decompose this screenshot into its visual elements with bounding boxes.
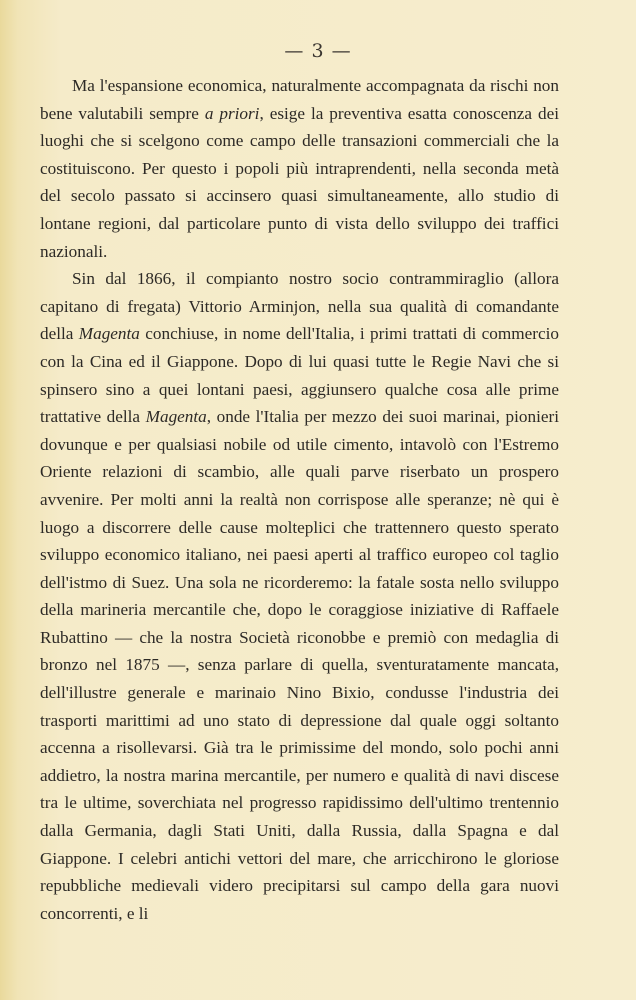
paragraph-2-text-a: Sin dal 1866, il compianto nostro socio contrammiraglio (allora capitano di fregata) Vittorio Arminjon, nella sua qualità di comandante della xyxy=(40,269,559,344)
paragraph-1-text-b: , esige la preventiva esatta conoscenza dei luoghi che si scelgono come campo delle transazioni commerciali che la costituiscono. Per questo i popoli più intraprendenti, nella seconda metà del secolo passato si accinsero quasi simultaneamente, allo studio di lontane regioni, dal particolare punto di vista dello sviluppo dei traffici nazionali. xyxy=(40,103,559,261)
italic-magenta-1: Magenta xyxy=(78,324,140,344)
body-text xyxy=(40,72,559,927)
paragraph-2 xyxy=(40,265,559,927)
page-number: — 3 — xyxy=(284,40,352,62)
paragraph-2-text-c: , onde l'Italia per mezzo dei suoi marinai, pionieri dovunque e per qualsiasi nobile od utile cimento, intavolò con l'Estremo Oriente relazioni di scambio, alle quali parve riserbato un prospero avvenire. Per molti anni la realtà non corrispose alle speranze; nè qui è luogo a discorrere delle cause molteplici che trattennero questo sperato sviluppo economico italiano, nei paesi aperti al traffico europeo col taglio dell'istmo di Suez. Una sola ne ricorderemo: la fatale sosta nello sviluppo della marineria mercantile che, dopo le coraggiose iniziative di Raffaele Rubattino — che la nostra Società riconobbe e premiò con medaglia di bronzo nel 1875 —, senza parlare di quella, sventuratamente mancata, dell'illustre generale e marinaio Nino Bixio, condusse l'industria dei trasporti marittimi ad uno stato di depressione dal quale oggi soltanto accenna a risollevarsi. Già tra le primissime del mondo, solo pochi anni addietro, la nostra marina mercantile, per numero e qualità di navi discese tra le ultime, soverchiata nel progresso rapidissimo dell'ultimo trentennio dalla Germania, dagli Stati Uniti, dalla Russia, dalla Spagna e dal Giappone. I celebri antichi vettori del mare, che arricchirono le gloriose repubbliche medievali videro precipitarsi sul campo della gara nuovi concorrenti, e li xyxy=(40,407,559,923)
italic-magenta-2: Magenta xyxy=(145,407,207,427)
paragraph-2-text-b: conchiuse, in nome dell'Italia, i primi trattati di commercio con la Cina ed il Giappone. Dopo di lui quasi tutte le Regie Navi che si spinsero sino a quei lontani paesi, aggiunsero qualche cosa alle prime trattative della xyxy=(40,324,559,427)
paragraph-1-text-a: Ma l'espansione economica, naturalmente accompagnata da rischi non bene valutabili sempre xyxy=(40,76,559,123)
italic-a-priori: a priori xyxy=(204,103,260,123)
paragraph-1 xyxy=(40,72,559,265)
